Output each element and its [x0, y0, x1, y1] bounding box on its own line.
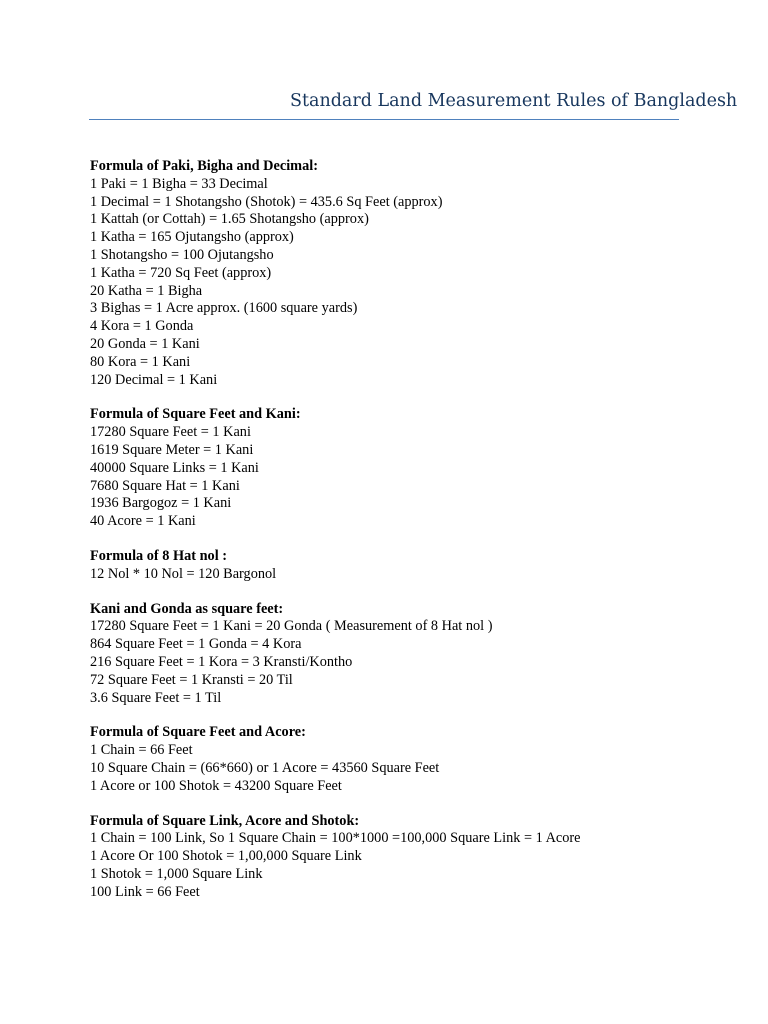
formula-line: 72 Square Feet = 1 Kransti = 20 Til — [90, 671, 293, 688]
section-heading: Formula of 8 Hat nol : — [90, 547, 228, 564]
document-title: Standard Land Measurement Rules of Bangladesh — [290, 91, 738, 111]
formula-line: 1 Chain = 66 Feet — [90, 742, 193, 759]
title-divider — [89, 119, 679, 120]
formula-line: 1 Decimal = 1 Shotangsho (Shotok) = 435.6 Sq Feet (approx) — [90, 193, 443, 210]
section-heading: Formula of Square Feet and Kani: — [90, 406, 301, 423]
formula-line: 1 Shotangsho = 100 Ojutangsho — [90, 246, 274, 263]
formula-line: 17280 Square Feet = 1 Kani = 20 Gonda ( Measurement of 8 Hat nol ) — [90, 618, 493, 635]
formula-line: 40 Acore = 1 Kani — [90, 513, 196, 530]
formula-line: 80 Kora = 1 Kani — [90, 353, 191, 370]
section-heading: Kani and Gonda as square feet: — [90, 600, 284, 617]
formula-line: 3.6 Square Feet = 1 Til — [90, 689, 222, 706]
formula-line: 1619 Square Meter = 1 Kani — [90, 441, 254, 458]
formula-line: 100 Link = 66 Feet — [90, 883, 200, 900]
section-square-feet-kani — [90, 406, 710, 531]
section-heading: Formula of Square Link, Acore and Shotok: — [90, 812, 360, 829]
formula-line: 1 Paki = 1 Bigha = 33 Decimal — [90, 175, 268, 192]
formula-line: 1936 Bargogoz = 1 Kani — [90, 495, 232, 512]
section-square-feet-acore — [90, 724, 710, 795]
formula-line: 120 Decimal = 1 Kani — [90, 371, 218, 388]
formula-line: 3 Bighas = 1 Acre approx. (1600 square yards) — [90, 300, 358, 317]
formula-line: 40000 Square Links = 1 Kani — [90, 459, 259, 476]
document-body — [90, 158, 710, 918]
formula-line: 1 Acore Or 100 Shotok = 1,00,000 Square Link — [90, 848, 362, 865]
section-paki-bigha-decimal — [90, 158, 710, 389]
formula-line: 20 Gonda = 1 Kani — [90, 335, 200, 352]
section-heading: Formula of Square Feet and Acore: — [90, 724, 306, 741]
formula-line: 1 Kattah (or Cottah) = 1.65 Shotangsho (approx) — [90, 211, 369, 228]
formula-line: 17280 Square Feet = 1 Kani — [90, 424, 251, 441]
section-square-link-acore-shotok — [90, 813, 710, 902]
formula-line: 1 Shotok = 1,000 Square Link — [90, 865, 263, 882]
formula-line: 20 Katha = 1 Bigha — [90, 282, 203, 299]
section-heading: Formula of Paki, Bigha and Decimal: — [90, 158, 318, 174]
formula-line: 12 Nol * 10 Nol = 120 Bargonol — [90, 565, 277, 582]
section-kani-gonda-square-feet — [90, 601, 710, 708]
formula-line: 7680 Square Hat = 1 Kani — [90, 477, 240, 494]
formula-line: 4 Kora = 1 Gonda — [90, 318, 194, 335]
formula-line: 1 Acore or 100 Shotok = 43200 Square Feet — [90, 777, 342, 794]
formula-line: 1 Chain = 100 Link, So 1 Square Chain = 100*1000 =100,000 Square Link = 1 Acore — [90, 830, 581, 847]
section-8-hat-nol — [90, 548, 710, 584]
formula-line: 216 Square Feet = 1 Kora = 3 Kransti/Kontho — [90, 653, 353, 670]
formula-line: 10 Square Chain = (66*660) or 1 Acore = 43560 Square Feet — [90, 759, 440, 776]
formula-line: 864 Square Feet = 1 Gonda = 4 Kora — [90, 636, 302, 653]
formula-line: 1 Katha = 165 Ojutangsho (approx) — [90, 229, 294, 246]
formula-line: 1 Katha = 720 Sq Feet (approx) — [90, 264, 272, 281]
